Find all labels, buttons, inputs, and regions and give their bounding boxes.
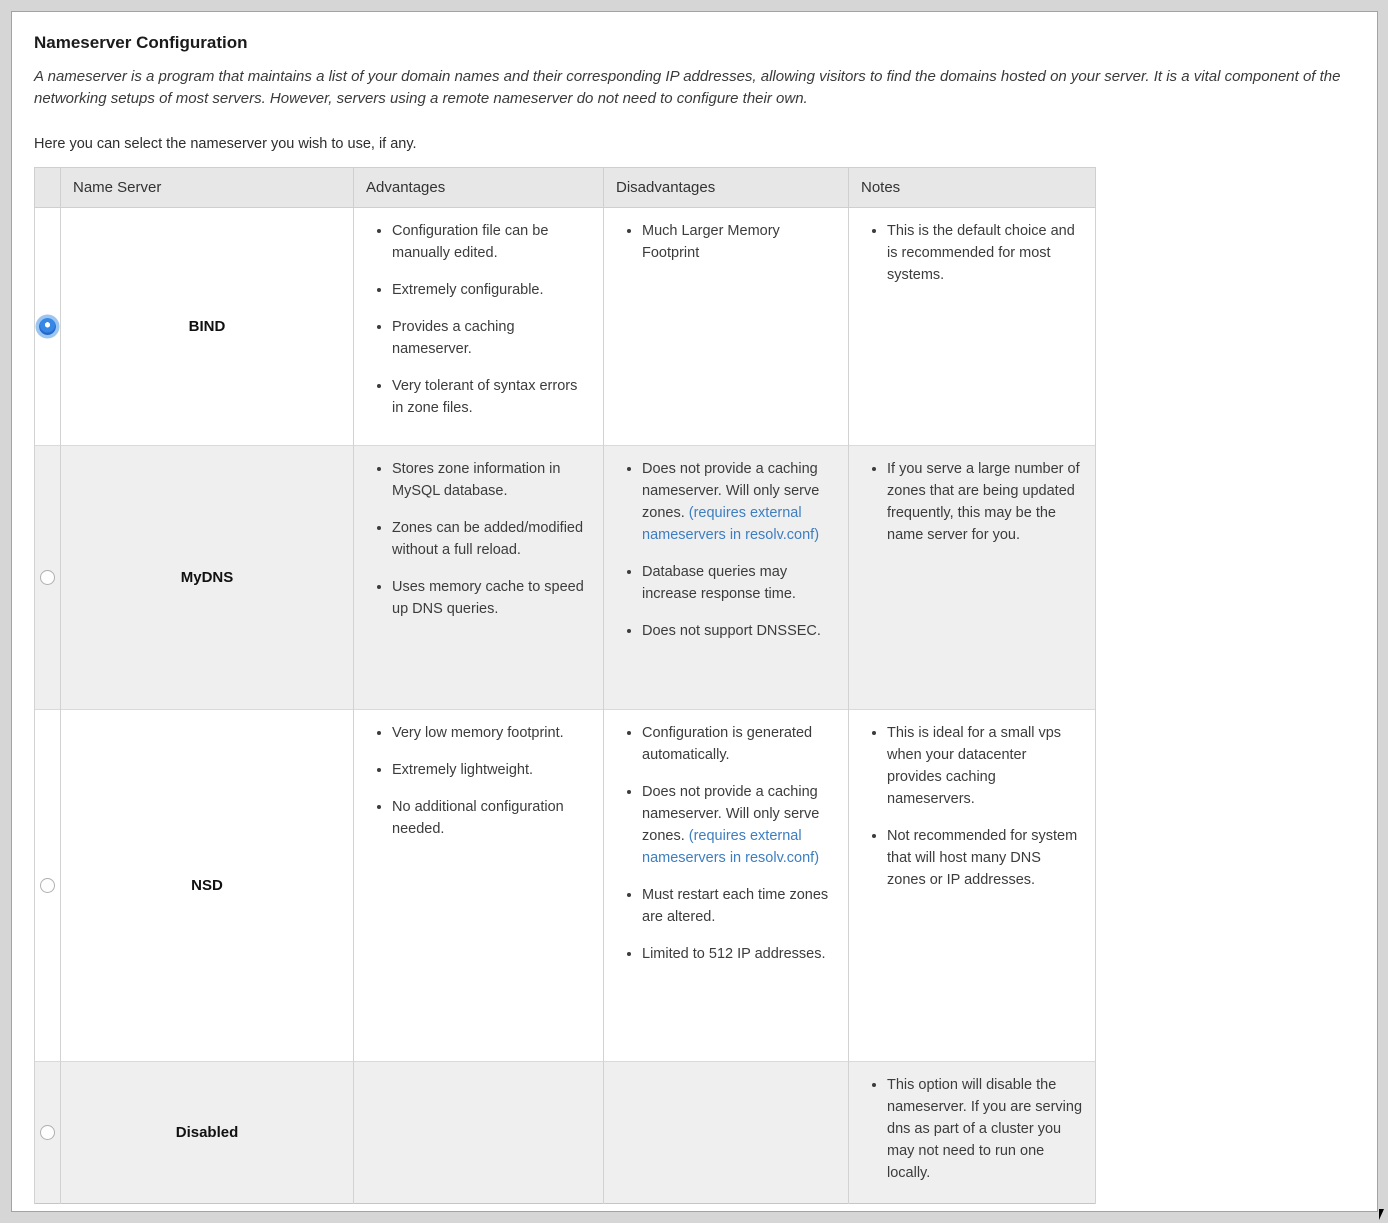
advantages-item-text: No additional configuration needed.	[392, 799, 564, 837]
nameserver-radio-mydns[interactable]	[40, 570, 55, 585]
header-radio	[35, 168, 61, 208]
disadvantages-item-text: Must restart each time zones are altered.	[642, 887, 829, 925]
table-row-bind	[35, 208, 1096, 446]
advantages-list	[364, 220, 591, 419]
radio-cell	[35, 710, 61, 1062]
disadvantages-item-text: Configuration is generated automatically.	[642, 725, 813, 763]
advantages-item-text: Configuration file can be manually edited.	[392, 223, 549, 261]
resolv-conf-link[interactable]: (requires external nameservers in resolv.conf)	[642, 828, 820, 866]
notes-cell	[849, 710, 1096, 1062]
disadvantages-item	[642, 620, 836, 642]
advantages-item	[392, 759, 591, 781]
table-row-nsd	[35, 710, 1096, 1062]
disadvantages-item	[642, 722, 836, 766]
table-header-row	[35, 168, 1096, 208]
notes-item-text: Not recommended for system that will host many DNS zones or IP addresses.	[887, 828, 1078, 888]
advantages-item	[392, 316, 591, 360]
page-title: Nameserver Configuration	[34, 33, 248, 52]
nameserver-name-nsd: NSD	[61, 710, 354, 1062]
notes-item	[887, 1074, 1083, 1184]
radio-cell	[35, 1062, 61, 1204]
advantages-item-text: Extremely configurable.	[392, 282, 544, 298]
advantages-cell	[354, 446, 604, 710]
disadvantages-cell	[604, 710, 849, 1062]
header-name-server: Name Server	[61, 168, 354, 208]
advantages-item-text: Uses memory cache to speed up DNS queries.	[392, 579, 584, 617]
disadvantages-item-text: Does not support DNSSEC.	[642, 623, 821, 639]
advantages-list	[364, 722, 591, 840]
notes-item-text: This is ideal for a small vps when your datacenter provides caching nameservers.	[887, 725, 1062, 807]
disadvantages-item-text: Much Larger Memory Footprint	[642, 223, 780, 261]
advantages-item	[392, 576, 591, 620]
disadvantages-item	[642, 943, 836, 965]
disadvantages-item-text: Database queries may increase response time.	[642, 564, 796, 602]
advantages-item	[392, 796, 591, 840]
notes-list	[859, 458, 1083, 546]
notes-item-text: If you serve a large number of zones that are being updated frequently, this may be the name server for you.	[887, 461, 1080, 543]
notes-item	[887, 220, 1083, 286]
advantages-item	[392, 722, 591, 744]
advantages-item-text: Extremely lightweight.	[392, 762, 534, 778]
header-notes: Notes	[849, 168, 1096, 208]
notes-cell	[849, 446, 1096, 710]
advantages-list	[364, 458, 591, 620]
intro-paragraph: A nameserver is a program that maintains a list of your domain names and their corresponding IP addresses, allowing visitors to find the domains hosted on your server. It is a vital component of the networking setups of most servers. However, servers using a remote nameserver do not need to configure their own.	[34, 68, 1341, 107]
notes-item	[887, 825, 1083, 891]
resolv-conf-link[interactable]: (requires external nameservers in resolv.conf)	[642, 505, 820, 543]
table-row-mydns	[35, 446, 1096, 710]
advantages-cell	[354, 1062, 604, 1204]
advantages-item-text: Very low memory footprint.	[392, 725, 564, 741]
disadvantages-cell	[604, 1062, 849, 1204]
content-panel	[11, 11, 1378, 1212]
radio-cell	[35, 208, 61, 446]
notes-cell	[849, 1062, 1096, 1204]
advantages-item-text: Provides a caching nameserver.	[392, 319, 515, 357]
advantages-item	[392, 375, 591, 419]
disadvantages-item	[642, 458, 836, 546]
notes-list	[859, 1074, 1083, 1184]
radio-cell	[35, 446, 61, 710]
notes-item-text: This option will disable the nameserver. If you are serving dns as part of a cluster you may not need to run one locally.	[887, 1077, 1083, 1181]
nameserver-radio-nsd[interactable]	[40, 878, 55, 893]
advantages-item	[392, 517, 591, 561]
disadvantages-list	[614, 458, 836, 642]
disadvantages-item-text: Does not provide a caching nameserver. Will only serve zones.	[642, 461, 820, 521]
notes-list	[859, 220, 1083, 286]
disadvantages-list	[614, 220, 836, 264]
notes-item	[887, 458, 1083, 546]
nameserver-name-mydns: MyDNS	[61, 446, 354, 710]
nameserver-table	[34, 167, 1096, 1204]
mouse-cursor	[1379, 1209, 1384, 1220]
nameserver-radio-bind[interactable]	[39, 318, 56, 335]
disadvantages-item-text: Does not provide a caching nameserver. Will only serve zones.	[642, 784, 820, 844]
disadvantages-list	[614, 722, 836, 965]
disadvantages-item	[642, 781, 836, 869]
advantages-item-text: Stores zone information in MySQL database.	[392, 461, 561, 499]
notes-item-text: This is the default choice and is recommended for most systems.	[887, 223, 1075, 283]
select-prompt: Here you can select the nameserver you wish to use, if any.	[34, 136, 417, 152]
advantages-item	[392, 220, 591, 264]
disadvantages-cell	[604, 446, 849, 710]
disadvantages-item	[642, 220, 836, 264]
nameserver-name-disabled: Disabled	[61, 1062, 354, 1204]
advantages-item	[392, 279, 591, 301]
nameserver-name-bind: BIND	[61, 208, 354, 446]
header-disadvantages: Disadvantages	[604, 168, 849, 208]
disadvantages-item	[642, 884, 836, 928]
advantages-cell	[354, 710, 604, 1062]
notes-item	[887, 722, 1083, 810]
notes-list	[859, 722, 1083, 891]
nameserver-radio-disabled[interactable]	[40, 1125, 55, 1140]
disadvantages-cell	[604, 208, 849, 446]
advantages-cell	[354, 208, 604, 446]
header-advantages: Advantages	[354, 168, 604, 208]
disadvantages-item	[642, 561, 836, 605]
advantages-item-text: Very tolerant of syntax errors in zone files.	[392, 378, 578, 416]
advantages-item-text: Zones can be added/modified without a full reload.	[392, 520, 584, 558]
notes-cell	[849, 208, 1096, 446]
advantages-item	[392, 458, 591, 502]
table-row-disabled	[35, 1062, 1096, 1204]
disadvantages-item-text: Limited to 512 IP addresses.	[642, 946, 826, 962]
